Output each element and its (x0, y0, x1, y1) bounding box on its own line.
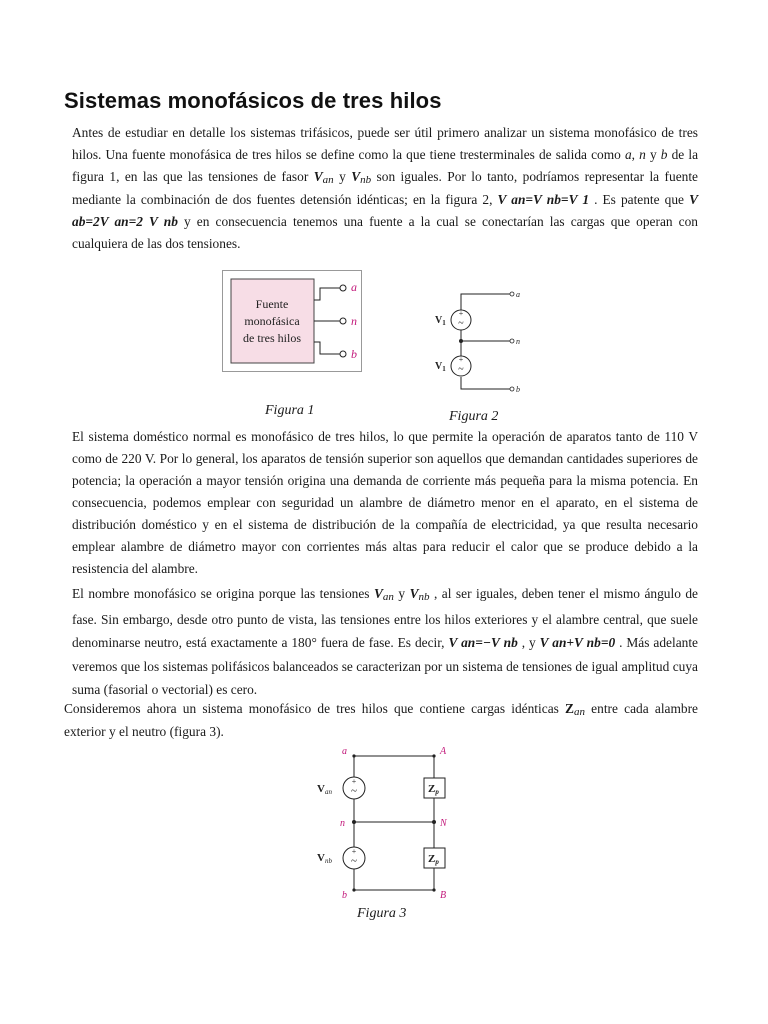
svg-text:~: ~ (458, 318, 464, 329)
box-line-2: monofásica (244, 314, 300, 328)
equation-4: V an+V nb=0 (539, 635, 616, 650)
terminal-a (340, 285, 346, 291)
svg-text:Zp: Zp (428, 853, 439, 866)
node-n: n (340, 818, 345, 829)
equation-3: V an=−V nb (448, 635, 518, 650)
figure-1-caption: Figura 1 (265, 403, 315, 418)
page-title: Sistemas monofásicos de tres hilos (64, 88, 442, 113)
node-A: A (440, 746, 447, 757)
node-b: b (342, 890, 347, 900)
paragraph-loads: Consideremos ahora un sistema monofásico de tres hilos que contiene cargas idénticas $Z_{an}$ entre cada alambre exterior y el neutro (figura 3). (64, 701, 698, 739)
svg-text:+: + (458, 355, 464, 364)
figure-1-diagram (222, 270, 362, 372)
figure-3-diagram (312, 742, 472, 900)
paragraph-phase: El nombre monofásico se origina porque las tensiones $V_{an}$ y $V_{nb}$ , al ser iguales, deben tener el mismo ángulo de fase. Sin embargo, desde otro punto de vista, las tensiones entre los hilos exteriores y el alambre central, que suele denominarse neutro, está exactamente a 180° fuera de fase. Es decir, V an=−V nb , y V an+V nb=0 . Más adelante veremos que los sistemas polifásicos balanceados se caracterizan por un sistema de tensiones de igual amplitud cuya suma (fasorial o vectorial) es cero. (72, 586, 698, 697)
svg-text:+: + (351, 777, 357, 786)
figure-2-diagram (430, 285, 522, 397)
svg-text:a: a (516, 290, 520, 299)
svg-text:~: ~ (458, 364, 464, 375)
node-a: a (342, 746, 347, 757)
equation-2: V ab=2V an=2 V nb (72, 192, 698, 229)
figure-3-caption: Figura 3 (357, 906, 407, 921)
terminal-label-n: n (351, 314, 357, 328)
svg-text:Zp: Zp (428, 783, 439, 796)
terminal-n (340, 318, 346, 324)
svg-text:~: ~ (351, 855, 357, 867)
paragraph-domestic: El sistema doméstico normal es monofásico de tres hilos, lo que permite la operación de aparatos tanto de 110 V como de 220 V. Por lo general, los aparatos de tensión superior son aquellos que demandan cantidades superiores de potencia; la operación a mayor tensión origina una demanda de corriente más pequeña para la misma potencia. En consecuencia, podemos emplear con seguridad un alambre de diámetro menor en el aparato, en el sistema de distribución doméstico y en el sistema de distribución de la compañía de electricidad, ya que resulta necesario emplear alambre de diámetro mayor con corrientes más altas para reducir el calor que se produce debido a la resistencia del alambre. (72, 429, 698, 576)
svg-text:V1: $V_1$ (435, 315, 446, 327)
svg-text:~: ~ (351, 785, 357, 797)
paragraph-intro: Antes de estudiar en detalle los sistemas trifásicos, puede ser útil primero analizar un sistema monofásico de tres hilos. Una fuente monofásica de tres hilos se define como la que tiene tresterminales de salida como a, n y b de la figura 1, en las que las tensiones de fasor $V_{an}$ y $V_{nb}$ son iguales. Por lo tanto, podríamos representar la fuente mediante la combinación de dos fuentes detensión idénticas; en la figura 2, V an=V nb=V 1 . Es patente que V ab=2V an=2 V nb y en consecuencia tenemos una fuente a la cual se conectarían las cargas que operan con cualquiera de las dos tensiones. (72, 125, 699, 251)
terminal-label-b: b (351, 347, 357, 361)
terminal-label-a: a (351, 280, 357, 294)
node-N: N (440, 818, 447, 829)
svg-text:+: + (351, 847, 357, 856)
box-line-1: Fuente (255, 297, 289, 311)
svg-text:Vnb: Vnb (317, 852, 332, 865)
figure-2-caption: Figura 2 (449, 409, 499, 424)
terminal-b (340, 351, 346, 357)
svg-text:Van: Van (317, 783, 332, 796)
svg-text:b: b (516, 385, 520, 394)
box-line-3: de tres hilos (243, 331, 301, 345)
svg-text:n: n (516, 337, 520, 346)
node-B: B (440, 890, 447, 900)
svg-text:V1: $V_1$ (435, 361, 446, 373)
svg-text:+: + (458, 309, 464, 318)
equation-1: V an=V nb=V 1 (497, 192, 590, 207)
